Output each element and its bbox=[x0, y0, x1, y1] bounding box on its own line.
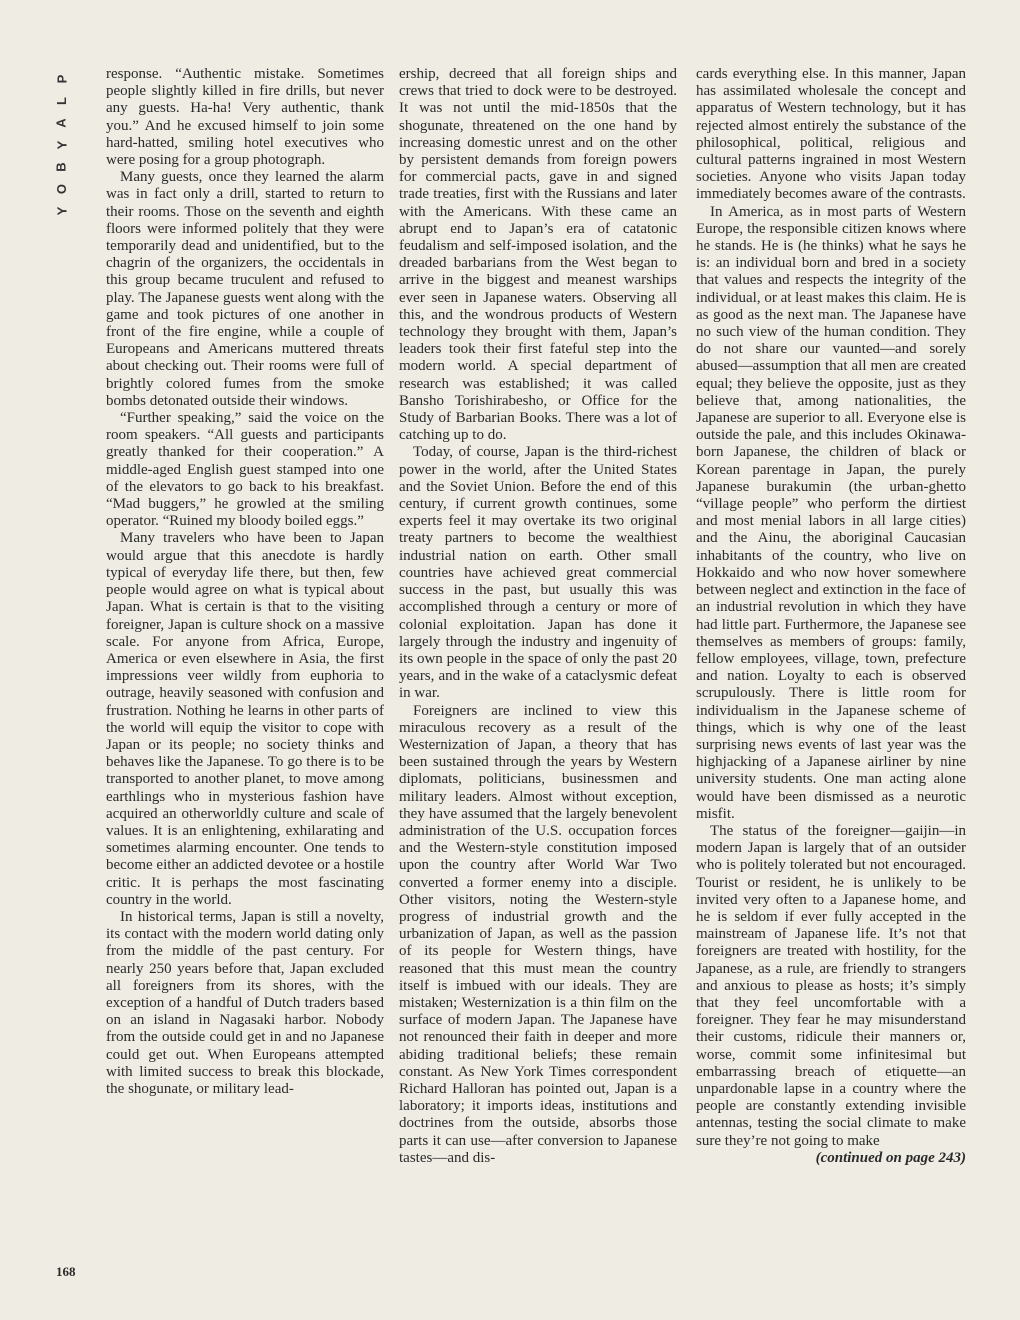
paragraph: “Further speaking,” said the voice on the room speakers. “All guests and participants greatly thanked for their cooperation.” A middle-aged English guest stamped into one of the elevators to go back to his breakfast. “Mad buggers,” he growled at the smiling operator. “Ruined my bloody boiled eggs.” bbox=[106, 410, 384, 530]
paragraph: cards everything else. In this manner, Japan has assimilated wholesale the concept and apparatus of Western technology, but it has rejected almost entirely the substance of the philosophical, political, religious and cultural patterns ingrained in most Western societies. Anyone who visits Japan today immediately becomes aware of the contrasts. bbox=[696, 66, 966, 203]
article-column-3 bbox=[696, 66, 966, 1167]
side-logo-letter: P bbox=[53, 74, 69, 84]
paragraph: In America, as in most parts of Western Europe, the responsible citizen knows where he stands. He is (he thinks) what he says he is: an individual born and bred in a society that values and respects the integrity of the individual, or at least makes this claim. He is as good as the next man. The Japanese have no such view of the human condition. They do not share our vaunted—and sorely abused—assumption that all men are created equal; they believe the opposite, just as they believe that, among nationalities, the Japanese are superior to all. Everyone else is outside the pale, and this includes Okinawa-born Japanese, the children of black or Korean parentage in Japan, the purely Japanese burakumin (the urban-ghetto “village people” who perform the dirtiest and most menial labors in all large cities) and the Ainu, the aboriginal Caucasian inhabitants of the country, who live on Hokkaido and who now hover somewhere between neglect and extinction in the face of an industrial revolution in which they have had little part. Furthermore, the Japanese see themselves as members of groups: family, fellow employees, village, town, prefecture and nation. Loyalty to each is observed scrupulously. There is little room for individualism in the Japanese scheme of things, which is why one of the least surprising news events of last year was the highjacking of a Japanese airliner by nine university students. One man acting alone would have been dismissed as a neurotic misfit. bbox=[696, 203, 966, 822]
paragraph: In historical terms, Japan is still a novelty, its contact with the modern world dating only from the middle of the past century. For nearly 250 years before that, Japan excluded all foreigners from its shores, with the exception of a handful of Dutch traders based on an island in Nagasaki harbor. Nobody from the outside could get in and no Japanese could get out. When Europeans attempted with limited success to break this blockade, the shogunate, or military lead- bbox=[106, 908, 384, 1097]
magazine-side-logo bbox=[52, 68, 72, 222]
side-logo-letter: A bbox=[53, 118, 69, 128]
paragraph: ership, decreed that all foreign ships and crews that tried to dock were to be destroyed. It was not until the mid-1850s that the shogunate, threatened on the one hand by increasing domestic unrest and on the other by persistent demands from foreign powers for commercial pacts, gave in and signed trade treaties, first with the Russians and later with the Americans. With these came an abrupt end to Japan’s era of catatonic feudalism and self-imposed isolation, and the dreaded barbarians from the West began to arrive in the biggest and meanest warships ever seen in Japanese waters. Observing all this, and the wondrous products of Western technology they brought with them, Japan’s leaders took their first fateful step into the modern world. A special department of research was established; it was called Bansho Torishirabesho, or Office for the Study of Barbarian Books. There was a lot of catching up to do. bbox=[399, 66, 677, 444]
side-logo-letter: O bbox=[54, 183, 69, 195]
side-logo-letter: Y bbox=[53, 140, 69, 150]
article-column-1 bbox=[106, 66, 384, 1098]
paragraph: Foreigners are inclined to view this miraculous recovery as a result of the Westernization of Japan, a theory that has been sustained through the years by Western diplomats, politicians, businessmen and military leaders. Almost without exception, they have assumed that the largely benevolent administration of the U.S. occupation forces and the Western-style constitution imposed upon the country after World War Two converted a former enemy into a disciple. Other visitors, noting the Western-style progress of industrial growth and the urbanization of Japan, as well as the passion of its people for Western things, have reasoned that this must mean the country itself is imbued with our ideals. They are mistaken; Westernization is a thin film on the surface of modern Japan. The Japanese have not renounced their faith in deeper and more abiding traditional beliefs; these remain constant. As New York Times correspondent Richard Halloran has pointed out, Japan is a laboratory; it imports ideas, institutions and doctrines from the outside, absorbs those parts it can use—after conversion to Japanese tastes—and dis- bbox=[399, 702, 677, 1166]
article-column-2 bbox=[399, 66, 677, 1167]
paragraph: Many travelers who have been to Japan would argue that this anecdote is hardly typical of everyday life there, but then, few people would agree on what is typical about Japan. What is certain is that to the visiting foreigner, Japan is culture shock on a massive scale. For anyone from Africa, Europe, America or even elsewhere in Asia, the first impressions veer wildly from euphoria to outrage, heavily seasoned with confusion and frustration. Nothing he learns in other parts of the world will equip the visitor to cope with Japan or its people; no society thinks and behaves like the Japanese. To go there is to be transported to another planet, to move among earthlings who in mysterious fashion have acquired an otherworldly culture and scale of values. It is an enlightening, exhilarating and sometimes alarming encounter. One tends to become either an addicted devotee or a hostile critic. It is perhaps the most fascinating country in the world. bbox=[106, 530, 384, 908]
side-logo-letter: L bbox=[53, 97, 69, 105]
page-number: 168 bbox=[56, 1264, 76, 1279]
side-logo-letter: Y bbox=[53, 206, 69, 216]
continued-notice: (continued on page 243) bbox=[815, 1149, 966, 1166]
paragraph: Many guests, once they learned the alarm was in fact only a drill, started to return to their rooms. Those on the seventh and eighth floors were informed politely that they were temporarily dead and unidentified, but to the chagrin of the organizers, the occidentals in this group became truculent and refused to play. The Japanese guests went along with the game and took pictures of one another in front of the fire engine, while a couple of Europeans and Americans muttered threats about checking out. Their rooms were full of brightly colored fumes from the smoke bombs detonated outside their windows. bbox=[106, 169, 384, 409]
paragraph: The status of the foreigner—gaijin—in modern Japan is largely that of an outsider who is politely tolerated but not encouraged. Tourist or resident, he is unlikely to be invited very often to a Japanese home, and he is seldom if ever fully accepted in the mainstream of Japanese life. It’s not that foreigners are treated with hostility, for the Japanese, as a rule, are friendly to strangers and anxious to please as hosts; it’s simply that they feel uncomfortable with a foreigner. They fear he may misunderstand their customs, ridicule their manners or, worse, commit some infinitesimal but embarrassing breach of etiquette—an unpardonable lapse in a country where the people are constantly extending invisible antennas, testing the social climate to make sure they’re not going to make bbox=[696, 822, 966, 1149]
paragraph: response. “Authentic mistake. Sometimes people slightly killed in fire drills, but never any guests. Ha-ha! Very authentic, thank you.” And he excused himself to join some hard-hatted, smiling hotel executives who were posing for a group photograph. bbox=[106, 66, 384, 169]
side-logo-letter: B bbox=[53, 162, 69, 172]
paragraph: Today, of course, Japan is the third-richest power in the world, after the United States and the Soviet Union. Before the end of this century, if current growth continues, some experts feel it may overtake its two original treaty partners to become the wealthiest industrial nation on earth. Other small countries have achieved great commercial success in the past, but usually this was accomplished through a century or more of colonial exploitation. Japan has done it largely through the industry and ingenuity of its own people in the space of only the past 20 years, and in the wake of a cataclysmic defeat in war. bbox=[399, 444, 677, 702]
